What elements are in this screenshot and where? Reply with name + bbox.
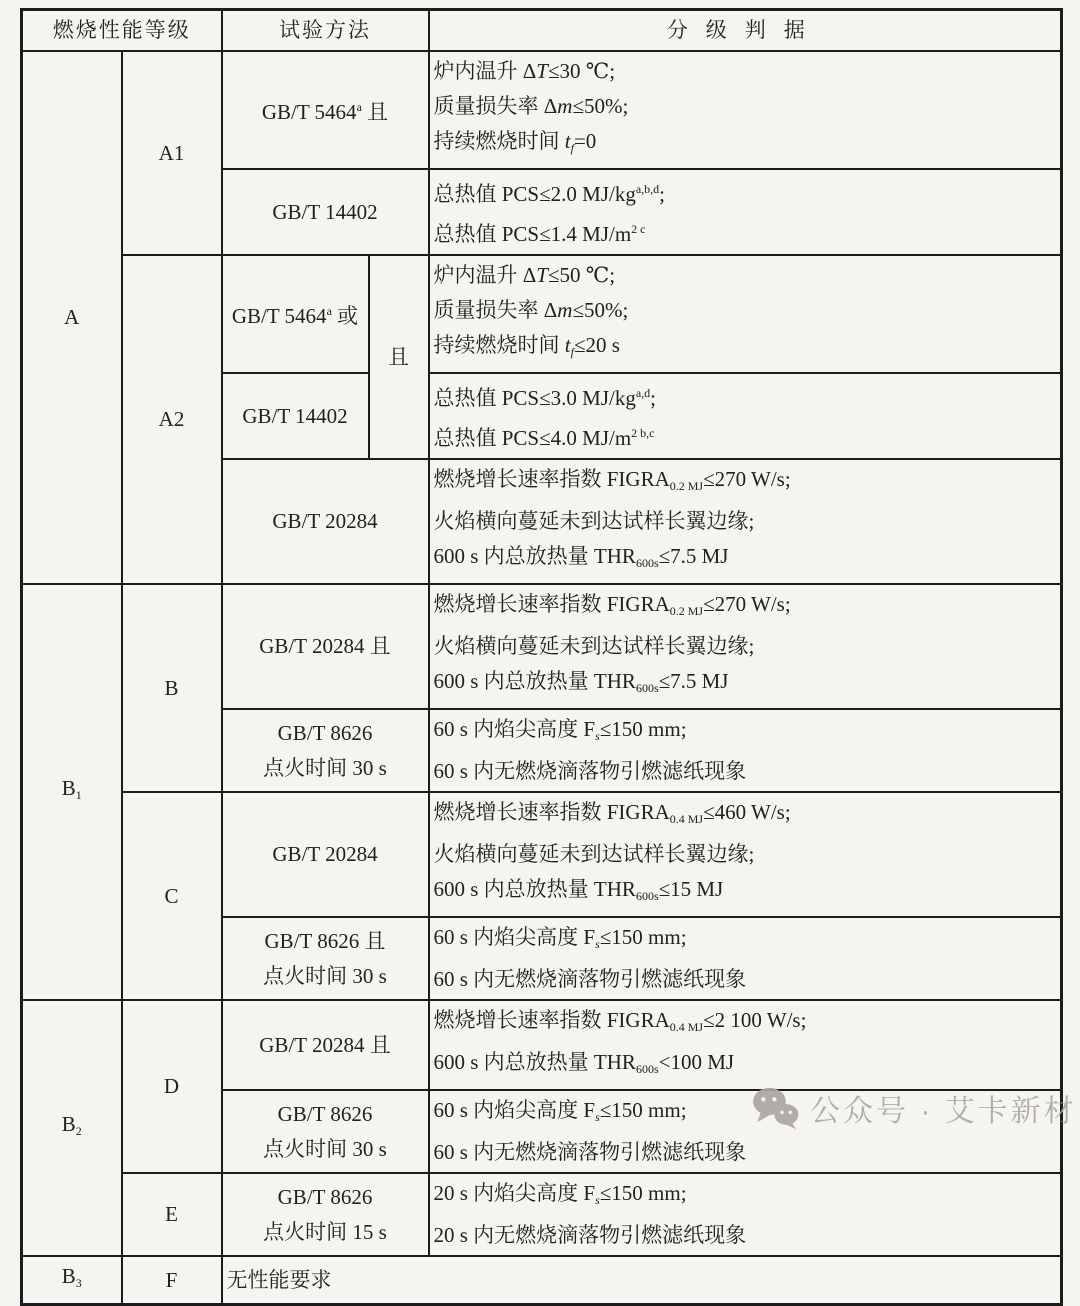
- watermark-text: 公众号 · 艾卡新材: [810, 1095, 1077, 1128]
- grade-group-a: A: [22, 51, 122, 584]
- criteria-a2-1: 炉内温升 ΔT≤50 ℃; 质量损失率 Δm≤50%; 持续燃烧时间 tf≤20 s: [429, 255, 1062, 373]
- criteria-f: 无性能要求: [222, 1256, 1062, 1305]
- header-performance-grade: 燃烧性能等级: [22, 10, 222, 52]
- criteria-c-1: 燃烧增长速率指数 FIGRA0.4 MJ≤460 W/s; 火焰横向蔓延未到达试样长翼边缘; 600 s 内总放热量 THR600s≤15 MJ: [429, 792, 1062, 917]
- header-criteria: 分级判据: [429, 10, 1062, 52]
- grade-group-b3: B3: [22, 1256, 122, 1305]
- criteria-a1-2: 总热值 PCS≤2.0 MJ/kg$^{a,b,d}$; 总热值 PCS≤1.4 $MJ/m^{2 c}$: [429, 169, 1062, 255]
- method-b-2: GB/T 8626 点火时间 30 s: [222, 709, 429, 792]
- criteria-d-1: 燃烧增长速率指数 FIGRA0.4 MJ≤2 100 W/s; 600 s 内总放热量 THR600s<100 MJ: [429, 1000, 1062, 1090]
- grade-f: F: [122, 1256, 222, 1305]
- criteria-e: 20 s 内焰尖高度 Fs≤150 mm; 20 s 内无燃烧滴落物引燃滤纸现象: [429, 1173, 1062, 1256]
- grade-a1: A1: [122, 51, 222, 255]
- criteria-a2-3: 燃烧增长速率指数 FIGRA0.2 MJ≤270 W/s; 火焰横向蔓延未到达试样长翼边缘; 600 s 内总放热量 THR600s≤7.5 MJ: [429, 459, 1062, 584]
- grade-group-b2: B2: [22, 1000, 122, 1256]
- method-b-1: GB/T 20284 且: [222, 584, 429, 709]
- method-a1-1: GB/T 5464$^a$ 且: [222, 51, 429, 169]
- grade-c: C: [122, 792, 222, 1000]
- grade-e: E: [122, 1173, 222, 1256]
- method-c-2: GB/T 8626 且 点火时间 30 s: [222, 917, 429, 1000]
- criteria-b-1: 燃烧增长速率指数 FIGRA0.2 MJ≤270 W/s; 火焰横向蔓延未到达试样长翼边缘; 600 s 内总放热量 THR600s≤7.5 MJ: [429, 584, 1062, 709]
- combustion-grade-table: [20, 8, 1063, 1306]
- criteria-a1-1: 炉内温升 ΔT≤30 ℃; 质量损失率 Δm≤50%; 持续燃烧时间 tf=0: [429, 51, 1062, 169]
- method-a2-2: GB/T 14402: [222, 373, 369, 459]
- method-e: GB/T 8626 点火时间 15 s: [222, 1173, 429, 1256]
- grade-group-b1: B1: [22, 584, 122, 1000]
- method-c-1: GB/T 20284: [222, 792, 429, 917]
- method-a2-and: 且: [369, 255, 429, 459]
- grade-d: D: [122, 1000, 222, 1173]
- criteria-a2-2: 总热值 PCS≤3.0 MJ/kg$^{a,d}$; 总热值 PCS≤4.0 $MJ/m^{2 b,c}$: [429, 373, 1062, 459]
- criteria-c-2: 60 s 内焰尖高度 Fs≤150 mm; 60 s 内无燃烧滴落物引燃滤纸现象: [429, 917, 1062, 1000]
- criteria-d-2: 60 s 内焰尖高度 Fs≤150 mm; 60 s 内无燃烧滴落物引燃滤纸现象: [429, 1090, 1062, 1173]
- method-a2-1: GB/T 5464$^a$ 或: [222, 255, 369, 373]
- method-d-2: GB/T 8626 点火时间 30 s: [222, 1090, 429, 1173]
- header-test-method: 试验方法: [222, 10, 429, 52]
- method-d-1: GB/T 20284 且: [222, 1000, 429, 1090]
- method-a1-2: GB/T 14402: [222, 169, 429, 255]
- criteria-b-2: 60 s 内焰尖高度 Fs≤150 mm; 60 s 内无燃烧滴落物引燃滤纸现象: [429, 709, 1062, 792]
- grade-a2: A2: [122, 255, 222, 584]
- method-a2-3: GB/T 20284: [222, 459, 429, 584]
- grade-b: B: [122, 584, 222, 792]
